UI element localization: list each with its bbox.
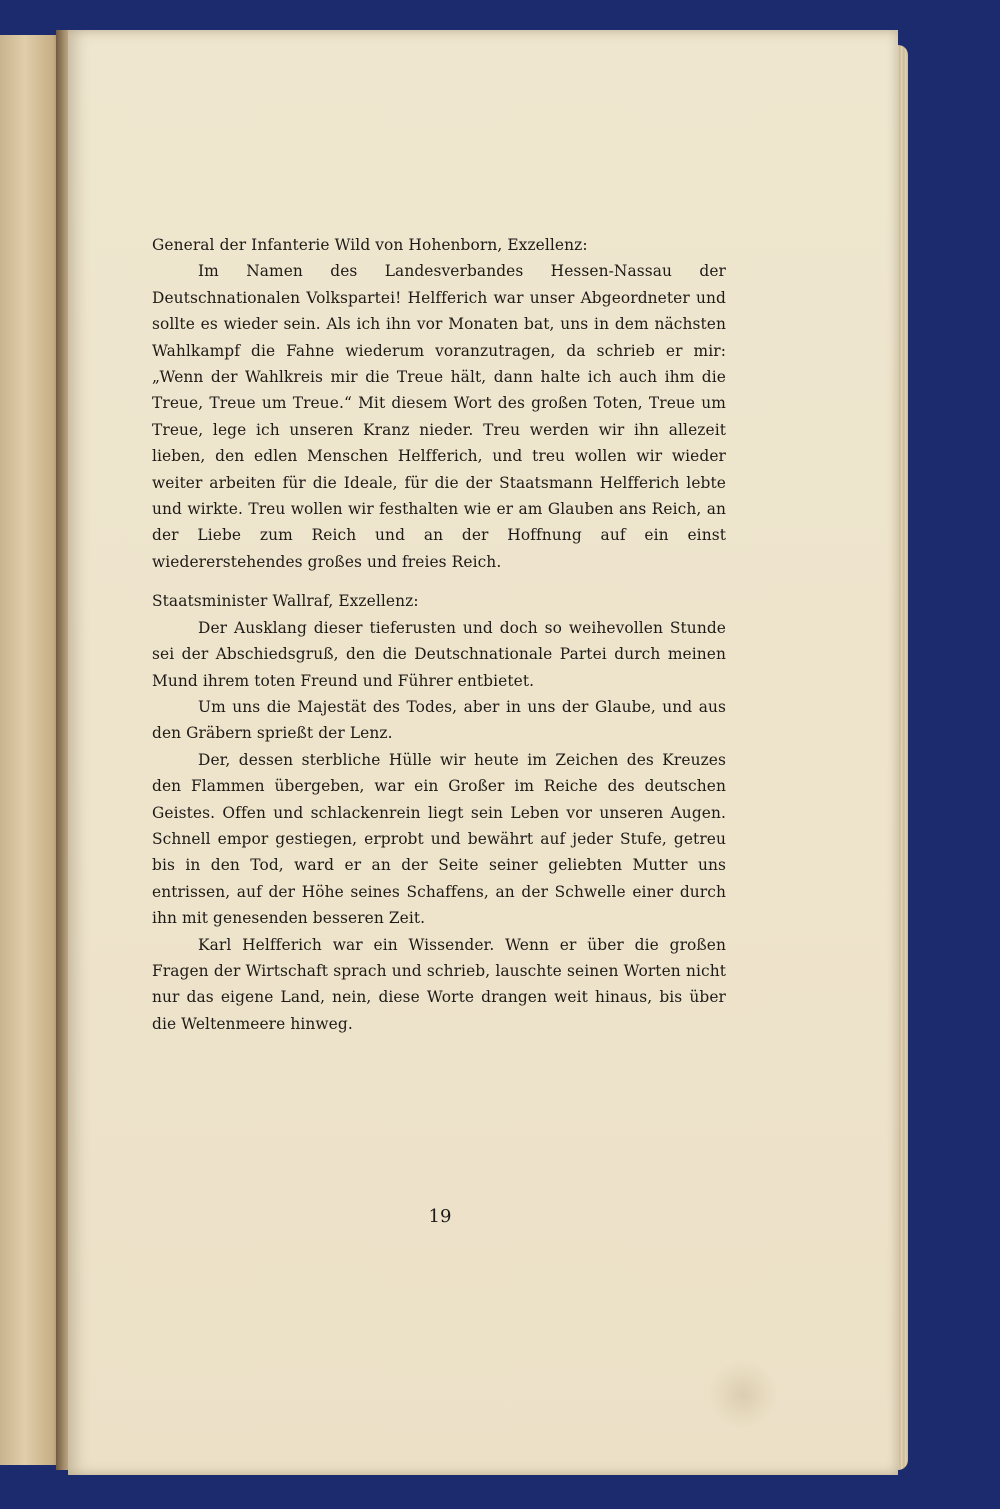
speech-paragraph-5: Karl Helfferich war ein Wissender. Wenn er über die großen Fragen der Wirtschaft sprach und schrieb, lauschte seinen Worten nicht nur das eigene Land, nein, diese Worte drangen weit hinaus, bis über die Weltenmeere hinweg. <box>152 935 726 1033</box>
speech-paragraph-4: Der, dessen sterbliche Hülle wir heute im Zeichen des Kreuzes den Flammen übergeben, war ein Großer im Reiche des deutschen Geistes. Offen und schlackenrein liegt sein Leben vor unseren Augen. Schnell empor gestiegen, erprobt und bewährt auf jeder Stufe, getreu bis in den Tod, ward er an der Seite seiner geliebten Mutter uns entrissen, auf der Höhe seines Schaffens, an der Schwelle einer durch ihn mit genesenden besseren Zeit. <box>152 750 726 928</box>
speaker-heading-2: Staatsminister Wallraf, Exzellenz: <box>152 592 419 611</box>
page-number: 19 <box>428 1206 452 1227</box>
speech-paragraph-2: Der Ausklang dieser tieferusten und doch so weihevollen Stunde sei der Abschiedsgruß, den die Deutschnationale Partei durch meinen Mund ihrem toten Freund und Führer entbietet. <box>152 618 726 690</box>
speech-paragraph-3: Um uns die Majestät des Todes, aber in uns der Glaube, und aus den Gräbern sprießt der Lenz. <box>152 697 726 743</box>
page-text <box>152 232 726 1037</box>
speech-paragraph-1: Im Namen des Landesverbandes Hessen-Nassau der Deutschnationalen Volkspartei! Helfferich war unser Abgeordneter und sollte es wieder sein. Als ich ihn vor Monaten bat, uns in dem nächsten Wahlkampf die Fahne wiederum voranzutragen, da schrieb er mir: „Wenn der Wahlkreis mir die Treue hält, dann halte ich auch ihm die Treue, Treue um Treue.“ Mit diesem Wort des großen Toten, Treue um Treue, lege ich unseren Kranz nieder. Treu werden wir ihn allezeit lieben, den edlen Menschen Helfferich, und treu wollen wir wieder weiter arbeiten für die Ideale, für die der Staatsmann Helfferich lebte und wirkte. Treu wollen wir festhalten wie er am Glauben ans Reich, an der Liebe zum Reich und an der Hoffnung auf ein einst wiedererstehendes großes und freies Reich. <box>152 262 726 571</box>
speaker-heading-1: General der Infanterie Wild von Hohenborn, Exzellenz: <box>152 236 588 254</box>
paper-stain <box>708 1360 778 1430</box>
left-page <box>0 35 62 1465</box>
